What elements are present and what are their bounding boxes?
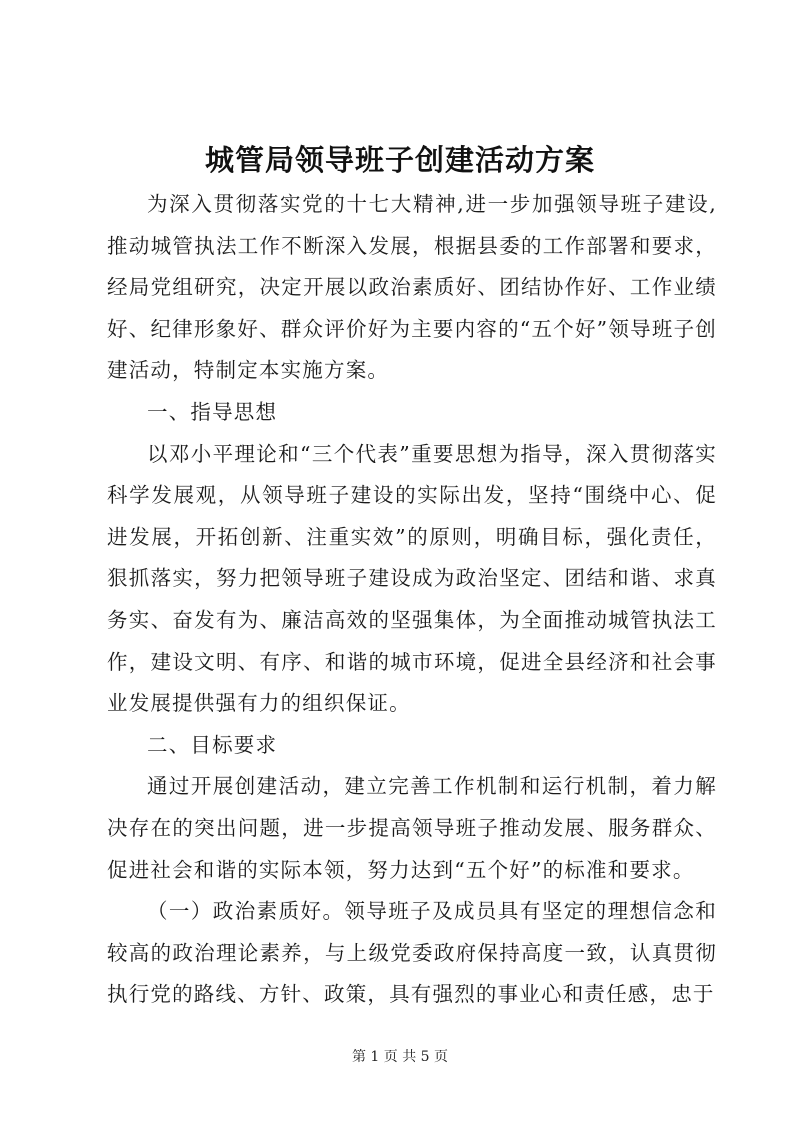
paragraph-goals: 通过开展创建活动，建立完善工作机制和运行机制，着力解决存在的突出问题，进一步提高领导班子推动发展、服务群众、促进社会和谐的实际本领，努力达到“五个好”的标准和要求。	[107, 774, 717, 882]
section-heading-guiding-ideology: 一、指导思想	[147, 399, 278, 424]
section-heading-goals: 二、目标要求	[147, 732, 278, 757]
paragraph-guiding-ideology: 以邓小平理论和“三个代表”重要思想为指导，深入贯彻落实科学发展观，从领导班子建设的实际出发，坚持“围绕中心、促进发展，开拓创新、注重实效”的原则，明确目标，强化责任，狠抓落实，努力把领导班子建设成为政治坚定、团结和谐、求真务实、奋发有为、廉洁高效的坚强集体，为全面推动城管执法工作，建设文明、有序、和谐的城市环境，促进全县经济和社会事业发展提供强有力的组织保证。	[107, 441, 717, 716]
document-title: 城管局领导班子创建活动方案	[204, 143, 595, 177]
document-body	[107, 184, 717, 1016]
paragraph-political-quality: （一）政治素质好。领导班子及成员具有坚定的理想信念和较高的政治理论素养，与上级党委政府保持高度一致，认真贯彻执行党的路线、方针、政策，具有强烈的事业心和责任感，忠于	[107, 899, 717, 1007]
paragraph-intro: 为深入贯彻落实党的十七大精神,进一步加强领导班子建设,推动城管执法工作不断深入发展，根据县委的工作部署和要求，经局党组研究，决定开展以政治素质好、团结协作好、工作业绩好、纪律形象好、群众评价好为主要内容的“五个好”领导班子创建活动，特制定本实施方案。	[107, 192, 717, 383]
page-footer: 第 1 页 共 5 页	[351, 1049, 449, 1065]
